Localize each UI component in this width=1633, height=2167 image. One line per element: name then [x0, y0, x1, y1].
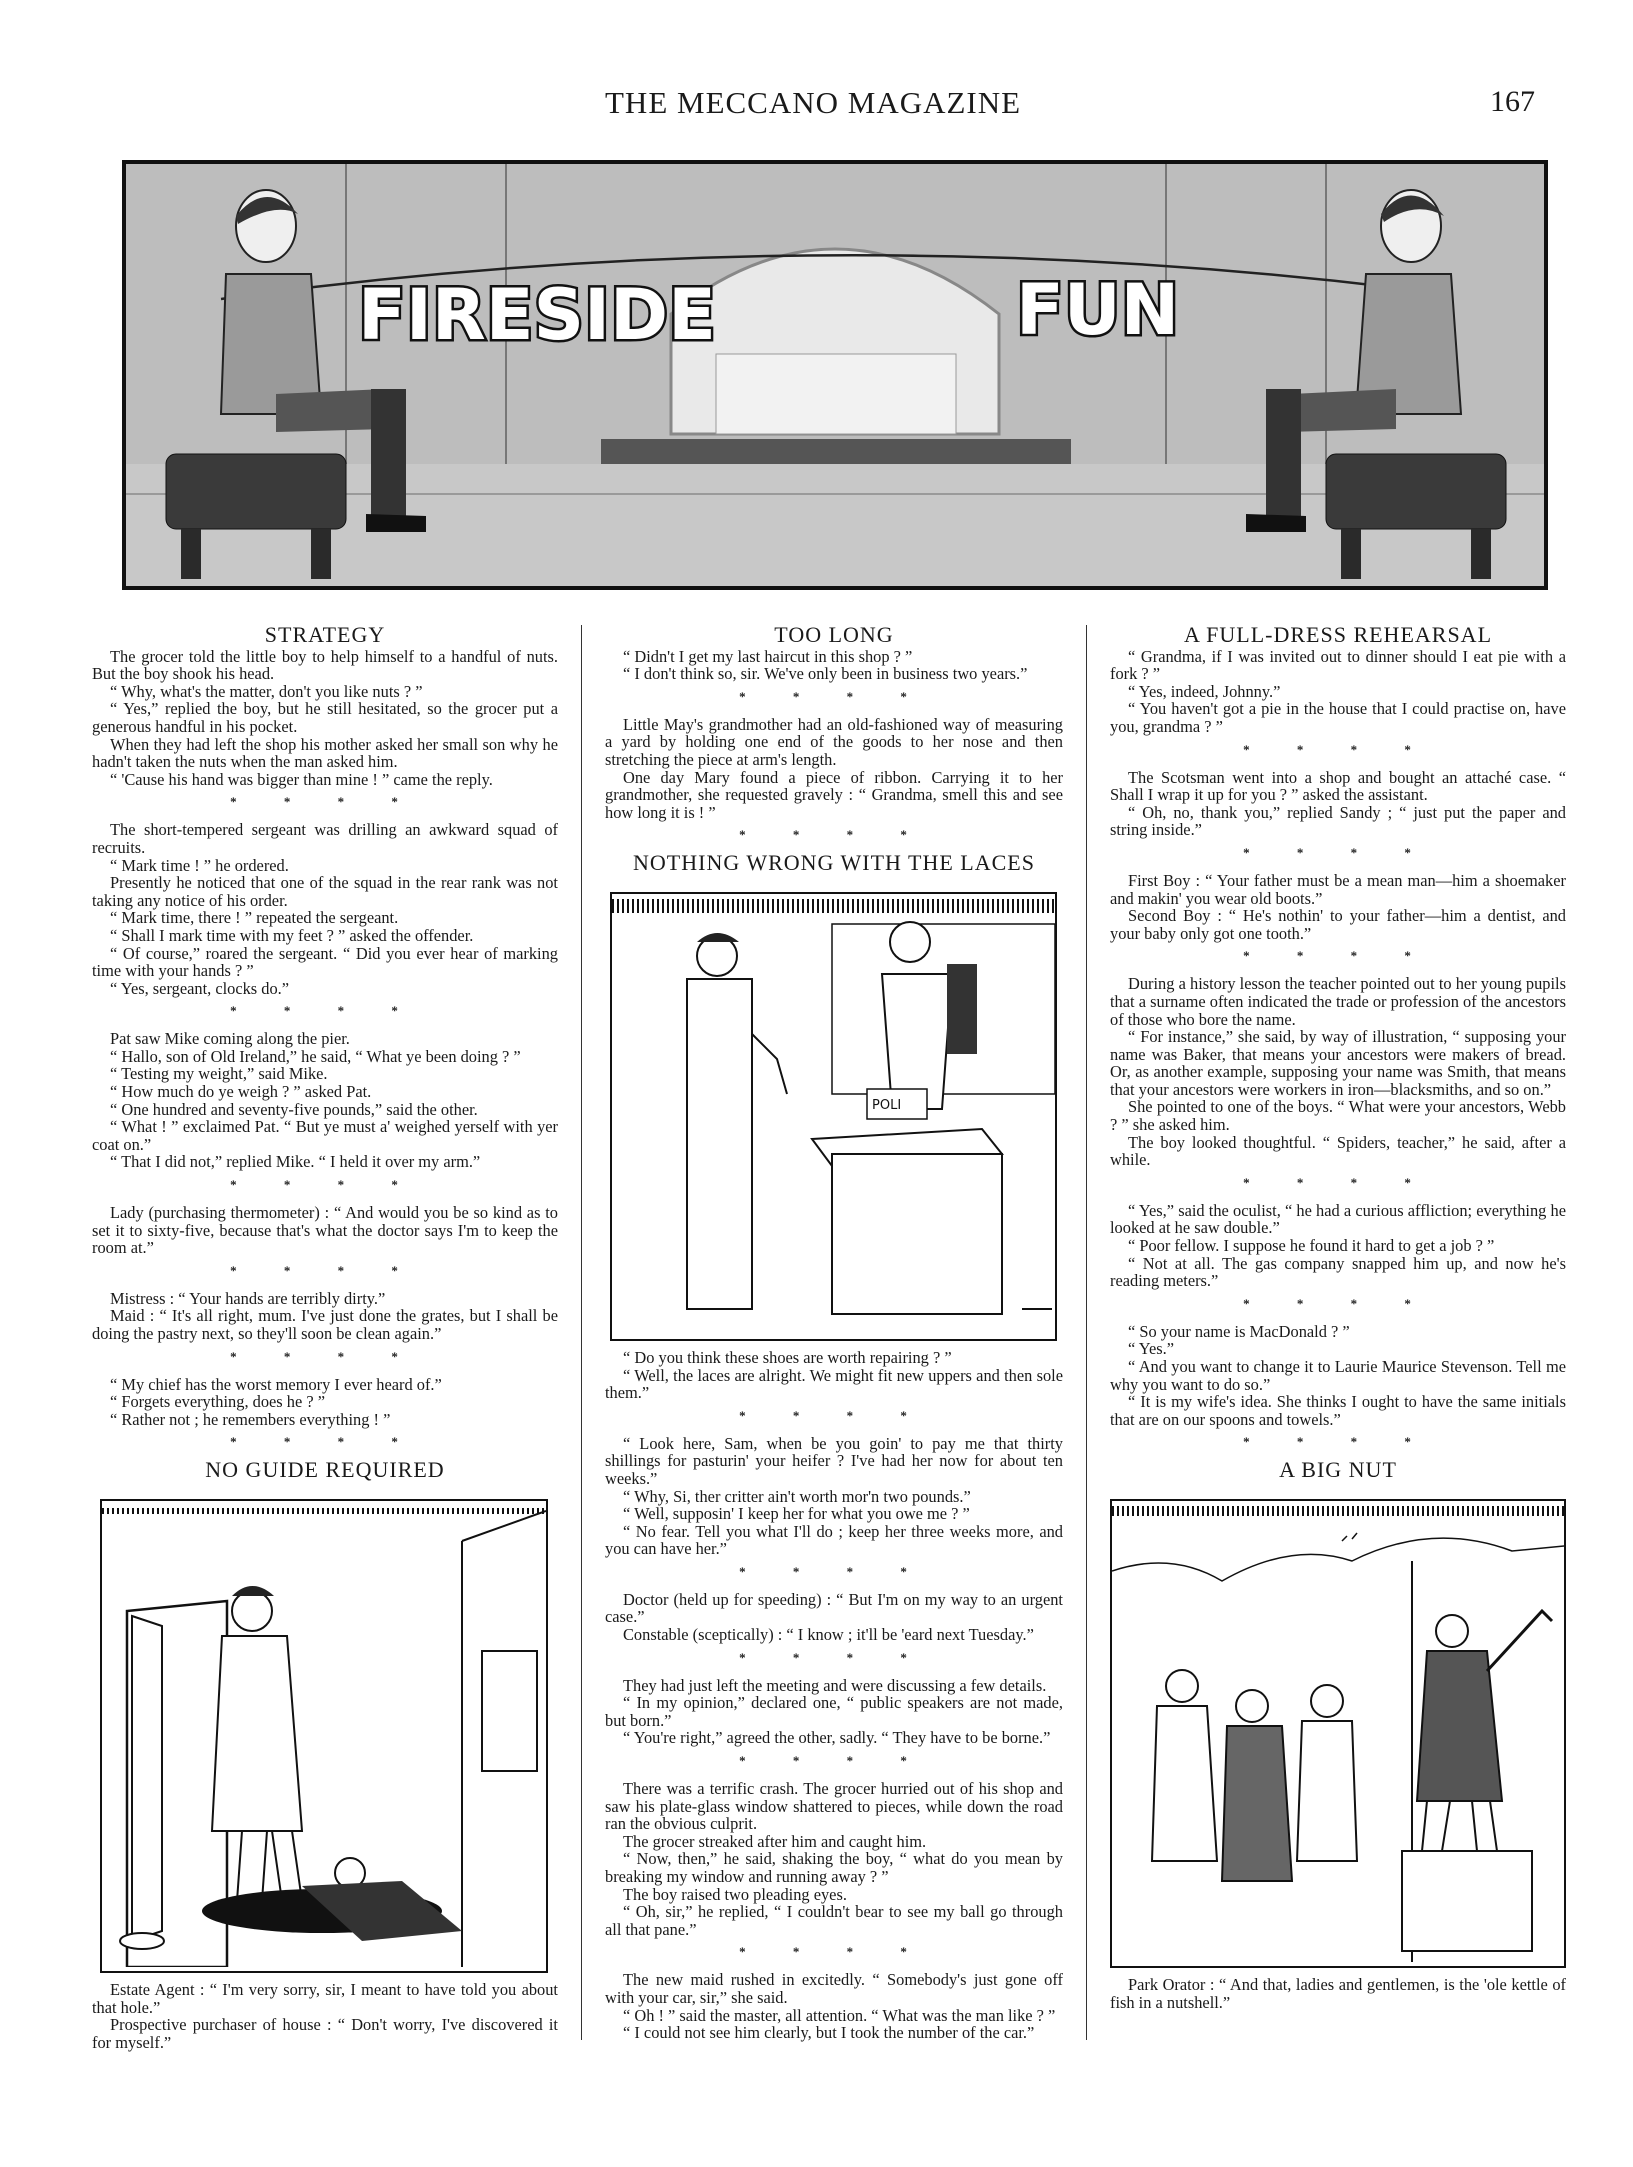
heading-a-big-nut: A BIG NUT — [1279, 1457, 1397, 1483]
separator-stars: * * * * — [1243, 1434, 1433, 1450]
paragraph: The new maid rushed in excitedly. “ Somebody's just gone off with your car, sir,” she said. — [605, 1970, 1063, 2007]
paragraph: “ One hundred and seventy-five pounds,” said the other. — [110, 1099, 478, 1119]
paragraph: “ You haven't got a pie in the house that I could practise on, have you, grandma ? ” — [1110, 699, 1566, 736]
paragraph: She pointed to one of the boys. “ What were your ancestors, Webb ? ” she asked him. — [1110, 1097, 1566, 1135]
paragraph: “ Yes.” — [1128, 1339, 1174, 1359]
paragraph: “ Forgets everything, does he ? ” — [110, 1392, 325, 1412]
paragraph: “ Why, Si, ther critter ain't worth mor'n two pounds.” — [623, 1486, 971, 1506]
column-2 — [605, 620, 1063, 2042]
separator-stars: * * * * — [1243, 1295, 1433, 1311]
paragraph: During a history lesson the teacher pointed out to her young pupils that a surname often indicated the trade or profession of the ancestors of those who bore the name. — [1110, 974, 1566, 1029]
paragraph: Doctor (held up for speeding) : “ But I'm on my way to an urgent case.” — [605, 1589, 1063, 1627]
heading-too-long: TOO LONG — [774, 622, 894, 647]
paragraph: The boy looked thoughtful. “ Spiders, teacher,” he said, after a while. — [1110, 1132, 1566, 1170]
separator-stars: * * * * — [1243, 1174, 1433, 1190]
paragraph: “ How much do ye weigh ? ” asked Pat. — [110, 1082, 372, 1102]
paragraph: “ My chief has the worst memory I ever heard of.” — [110, 1374, 442, 1394]
cartoon-estate-agent — [100, 1499, 548, 1973]
cartoon-shoe-repair — [610, 892, 1057, 1341]
paragraph: “ It is my wife's idea. She thinks I ought to have the same initials that are on our spoons and towels.” — [1110, 1392, 1566, 1429]
separator-stars: * * * * — [230, 1262, 420, 1278]
caption-park-orator: Park Orator : “ And that, ladies and gentlemen, is the 'ole kettle of fish in a nutshell.” — [1110, 1974, 1566, 2012]
paragraph: “ Mark time ! ” he ordered. — [110, 855, 289, 875]
fireside-fun-banner — [122, 160, 1548, 590]
paragraph: “ Didn't I get my last haircut in this shop ? ” — [623, 646, 913, 666]
cartoon-shoe-repair-drawing — [612, 894, 1055, 1335]
paragraph: The grocer streaked after him and caught him. — [623, 1831, 927, 1851]
separator-stars: * * * * — [739, 1649, 929, 1665]
paragraph: “ No fear. Tell you what I'll do ; keep her three weeks more, and you can have her.” — [605, 1521, 1063, 1559]
paragraph: “ Yes, sergeant, clocks do.” — [110, 978, 290, 998]
banner-title-right: FUN — [1016, 269, 1180, 351]
paragraph: Pat saw Mike coming along the pier. — [110, 1029, 350, 1049]
separator-stars: * * * * — [739, 688, 929, 704]
paragraph: “ I could not see him clearly, but I took the number of the car.” — [623, 2023, 1035, 2043]
paragraph: Second Boy : “ He's nothin' to your father—him a dentist, and your baby only got one tooth.” — [1110, 906, 1566, 943]
paragraph: “ Yes,” replied the boy, but he still hesitated, so the grocer put a generous handful in his pocket. — [92, 699, 558, 736]
separator-stars: * * * * — [230, 1003, 420, 1019]
paragraph: The Scotsman went into a shop and bought an attaché case. “ Shall I wrap it up for you ? ” asked the assistant. — [1110, 767, 1566, 805]
cartoon-estate-agent-drawing — [102, 1501, 546, 1967]
paragraph: “ Do you think these shoes are worth repairing ? ” — [623, 1347, 952, 1367]
heading-nothing-wrong-with-the-laces: NOTHING WRONG WITH THE LACES — [633, 850, 1035, 876]
banner-title-left: FIRESIDE — [358, 274, 716, 356]
paragraph: “ And you want to change it to Laurie Maurice Stevenson. Tell me why you want to do so.” — [1110, 1357, 1566, 1394]
paragraph: “ You're right,” agreed the other, sadly. “ They have to be borne.” — [623, 1728, 1051, 1748]
separator-stars: * * * * — [230, 1177, 420, 1193]
heading-full-dress-rehearsal: A FULL-DRESS REHEARSAL — [1183, 622, 1493, 647]
paragraph: Lady (purchasing thermometer) : “ And would you be so kind as to set it to sixty-five, because that's what the doctor says I'm to keep the room at.” — [92, 1203, 558, 1258]
column-1 — [92, 620, 558, 2051]
paragraph: “ So your name is MacDonald ? ” — [1128, 1321, 1350, 1341]
separator-stars: * * * * — [739, 1563, 929, 1579]
separator-stars: * * * * — [739, 1753, 929, 1769]
separator-stars: * * * * — [1243, 741, 1433, 757]
caption-purchaser: Prospective purchaser of house : “ Don't worry, I've discovered it for myself.” — [92, 2015, 558, 2052]
paragraph: First Boy : “ Your father must be a mean man—him a shoemaker and makin' you wear old boots.” — [1110, 870, 1566, 908]
paragraph: The short-tempered sergeant was drilling an awkward squad of recruits. — [92, 820, 558, 857]
paragraph: They had just left the meeting and were discussing a few details. — [623, 1675, 1047, 1695]
cartoon-park-orator-drawing — [1112, 1501, 1564, 1962]
separator-stars: * * * * — [230, 1434, 420, 1450]
paragraph: “ I don't think so, sir. We've only been in business two years.” — [623, 664, 1028, 684]
heading-no-guide-required: NO GUIDE REQUIRED — [205, 1457, 445, 1483]
page-number: 167 — [1490, 85, 1535, 118]
paragraph: “ That I did not,” replied Mike. “ I held it over my arm.” — [110, 1152, 481, 1172]
police-sign-text: POLI — [872, 1097, 902, 1113]
paragraph: “ Oh, sir,” he replied, “ I couldn't bear to see my ball go through all that pane.” — [605, 1902, 1063, 1939]
paragraph: Little May's grandmother had an old-fashioned way of measuring a yard by holding one end of the goods to her nose and then stretching the piece at arm's length. — [605, 714, 1063, 769]
paragraph: “ Grandma, if I was invited out to dinner should I eat pie with a fork ? ” — [1110, 646, 1566, 684]
paragraph: “ Poor fellow. I suppose he found it hard to get a job ? ” — [1128, 1236, 1495, 1256]
separator-stars: * * * * — [739, 827, 929, 843]
paragraph: “ For instance,” she said, by way of illustration, “ supposing your name was Baker, that means your ancestors were makers of bread. Or, as another example, supposing your name was Smith, that means that your ancestors were workers in iron—blacksmiths, and so on.” — [1110, 1027, 1566, 1099]
paragraph: “ 'Cause his hand was bigger than mine ! ” came the reply. — [110, 769, 493, 789]
separator-stars: * * * * — [739, 1944, 929, 1960]
paragraph: “ Now, then,” he said, shaking the boy, “ what do you mean by breaking my window and running away ? ” — [605, 1849, 1063, 1886]
paragraph: “ Oh, no, thank you,” replied Sandy ; “ just put the paper and string inside.” — [1110, 802, 1566, 840]
caption-estate-agent: Estate Agent : “ I'm very sorry, sir, I meant to have told you about that hole.” — [92, 1979, 558, 2017]
separator-stars: * * * * — [1243, 948, 1433, 964]
paragraph: “ Testing my weight,” said Mike. — [110, 1064, 328, 1084]
paragraph: “ What ! ” exclaimed Pat. “ But ye must a' weighed yerself with yer coat on.” — [92, 1117, 558, 1154]
paragraph: “ Of course,” roared the sergeant. “ Did you ever hear of marking time with your hands ? ” — [92, 943, 558, 981]
separator-stars: * * * * — [739, 1407, 929, 1423]
page-header — [0, 85, 1633, 135]
paragraph: One day Mary found a piece of ribbon. Carrying it to her grandmother, she requested gravely : “ Grandma, smell this and see how long it is ! ” — [605, 767, 1063, 822]
separator-stars: * * * * — [1243, 844, 1433, 860]
paragraph: “ Yes, indeed, Johnny.” — [1128, 681, 1281, 701]
paragraph: “ Why, what's the matter, don't you like nuts ? ” — [110, 681, 423, 701]
paragraph: Constable (sceptically) : “ I know ; it'll be 'eard next Tuesday.” — [623, 1625, 1034, 1645]
heading-strategy: STRATEGY — [264, 622, 386, 647]
paragraph: There was a terrific crash. The grocer hurried out of his shop and saw his plate-glass window shattered to pieces, while down the road ran the obvious culprit. — [605, 1779, 1063, 1834]
paragraph: The grocer told the little boy to help himself to a handful of nuts. But the boy shook his head. — [92, 646, 558, 684]
paragraph: “ Hallo, son of Old Ireland,” he said, “ What ye been doing ? ” — [110, 1046, 521, 1066]
paragraph: “ Not at all. The gas company snapped him up, and now he's reading meters.” — [1110, 1253, 1566, 1291]
paragraph: “ In my opinion,” declared one, “ public speakers are not made, but born.” — [605, 1693, 1063, 1730]
paragraph: “ Oh ! ” said the master, all attention. “ What was the man like ? ” — [623, 2005, 1056, 2025]
paragraph: Maid : “ It's all right, mum. I've just done the grates, but I shall be doing the pastry next, so they'll soon be clean again.” — [92, 1306, 558, 1343]
paragraph: When they had left the shop his mother asked her small son why he hadn't taken the nuts when the man asked him. — [92, 734, 558, 772]
paragraph: “ Well, the laces are alright. We might fit new uppers and then sole them.” — [605, 1365, 1063, 1403]
paragraph: The boy raised two pleading eyes. — [623, 1884, 847, 1904]
column-3 — [1110, 620, 1566, 2011]
column-rule-1 — [581, 625, 582, 2040]
paragraph: Mistress : “ Your hands are terribly dirty.” — [110, 1288, 386, 1308]
separator-stars: * * * * — [230, 794, 420, 810]
paragraph: “ Look here, Sam, when be you goin' to pay me that thirty shillings for pasturin' your heifer ? I've had her now for about ten weeks.” — [605, 1433, 1063, 1488]
paragraph: “ Mark time, there ! ” repeated the sergeant. — [110, 908, 399, 928]
magazine-title: THE MECCANO MAGAZINE — [605, 85, 1022, 120]
cartoon-park-orator — [1110, 1499, 1566, 1968]
banner-illustration — [126, 164, 1544, 586]
column-rule-2 — [1086, 625, 1087, 2040]
paragraph: “ Shall I mark time with my feet ? ” asked the offender. — [110, 925, 474, 945]
paragraph: “ Rather not ; he remembers everything ! ” — [110, 1409, 391, 1429]
paragraph: “ Well, supposin' I keep her for what you owe me ? ” — [623, 1504, 970, 1524]
separator-stars: * * * * — [230, 1348, 420, 1364]
paragraph: Presently he noticed that one of the squad in the rear rank was not taking any notice of his order. — [92, 873, 558, 910]
paragraph: “ Yes,” said the oculist, “ he had a curious affliction; everything he looked at he saw double.” — [1110, 1200, 1566, 1238]
